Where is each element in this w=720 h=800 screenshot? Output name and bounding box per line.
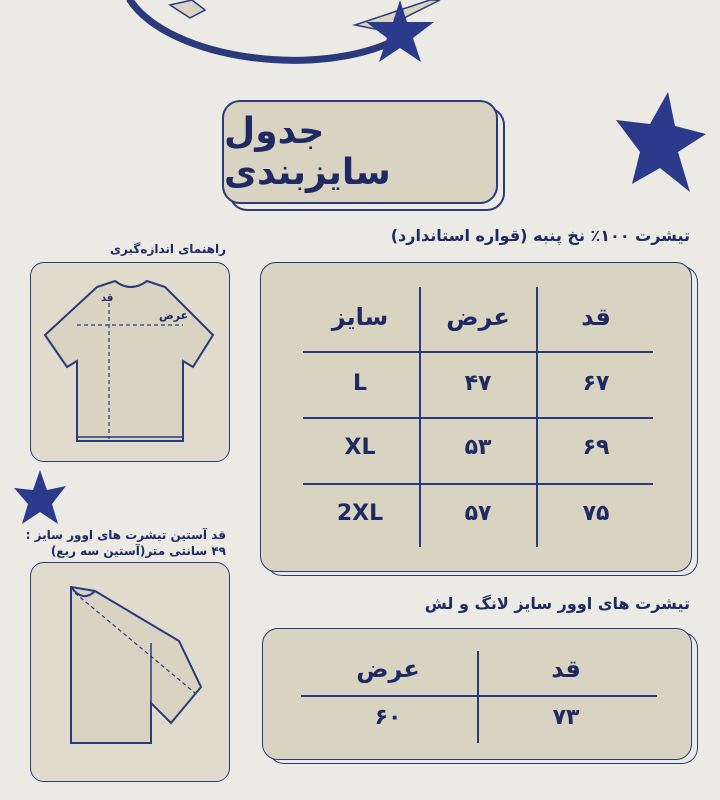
oversize-table-card [262,628,692,760]
sleeve-guide-panel [30,562,230,782]
table-cell: ۶۹ [582,434,610,460]
shirt-guide-panel [30,262,230,462]
table-divider [303,483,653,485]
table2-header-width: عرض [356,655,420,683]
tshirt-measure-icon [31,263,229,461]
table-cell: ۷۵ [582,500,610,526]
size-table-card [260,262,692,572]
sleeve-note-line1: قد آستین تیشرت های اوور سایز : [25,528,226,542]
table2-header-height: قد [551,655,581,683]
table-cell: L [352,370,368,396]
table-cell: 2XL [336,500,384,526]
table-cell: ۴۷ [464,370,492,396]
section2-heading: تیشرت های اوور سایز لانگ و لش [424,594,690,613]
shirt-width-label: عرض [159,309,189,322]
table-cell: ۶۰ [374,704,402,730]
table-cell: XL [344,434,376,460]
sleeve-note-line2: ۴۹ سانتی متر(آستین سه ربع) [50,544,226,558]
table-cell: ۷۳ [552,704,580,730]
table1-header-width: عرض [446,303,510,331]
guide-label: راهنمای اندازه‌گیری [110,242,226,256]
page-title: جدول سایزبندی [224,111,391,193]
star-icon [616,92,706,192]
table1-header-height: قد [581,303,611,331]
table-cell: ۵۷ [464,500,492,526]
table-cell: ۶۷ [582,370,610,396]
table1-header-size: سایز [331,303,389,331]
table-divider [303,417,653,419]
table-divider [536,287,538,547]
section1-heading: تیشرت ۱۰۰٪ نخ پنبه (قواره استاندارد) [390,226,690,245]
sleeve-measure-icon [31,563,229,781]
table-divider [303,351,653,353]
title-box [222,100,498,204]
star-icon [366,0,434,62]
table-divider [477,651,479,743]
star-icon [14,470,66,524]
table-divider [419,287,421,547]
table-cell: ۵۳ [464,434,492,460]
shirt-height-label: قد [101,293,114,304]
